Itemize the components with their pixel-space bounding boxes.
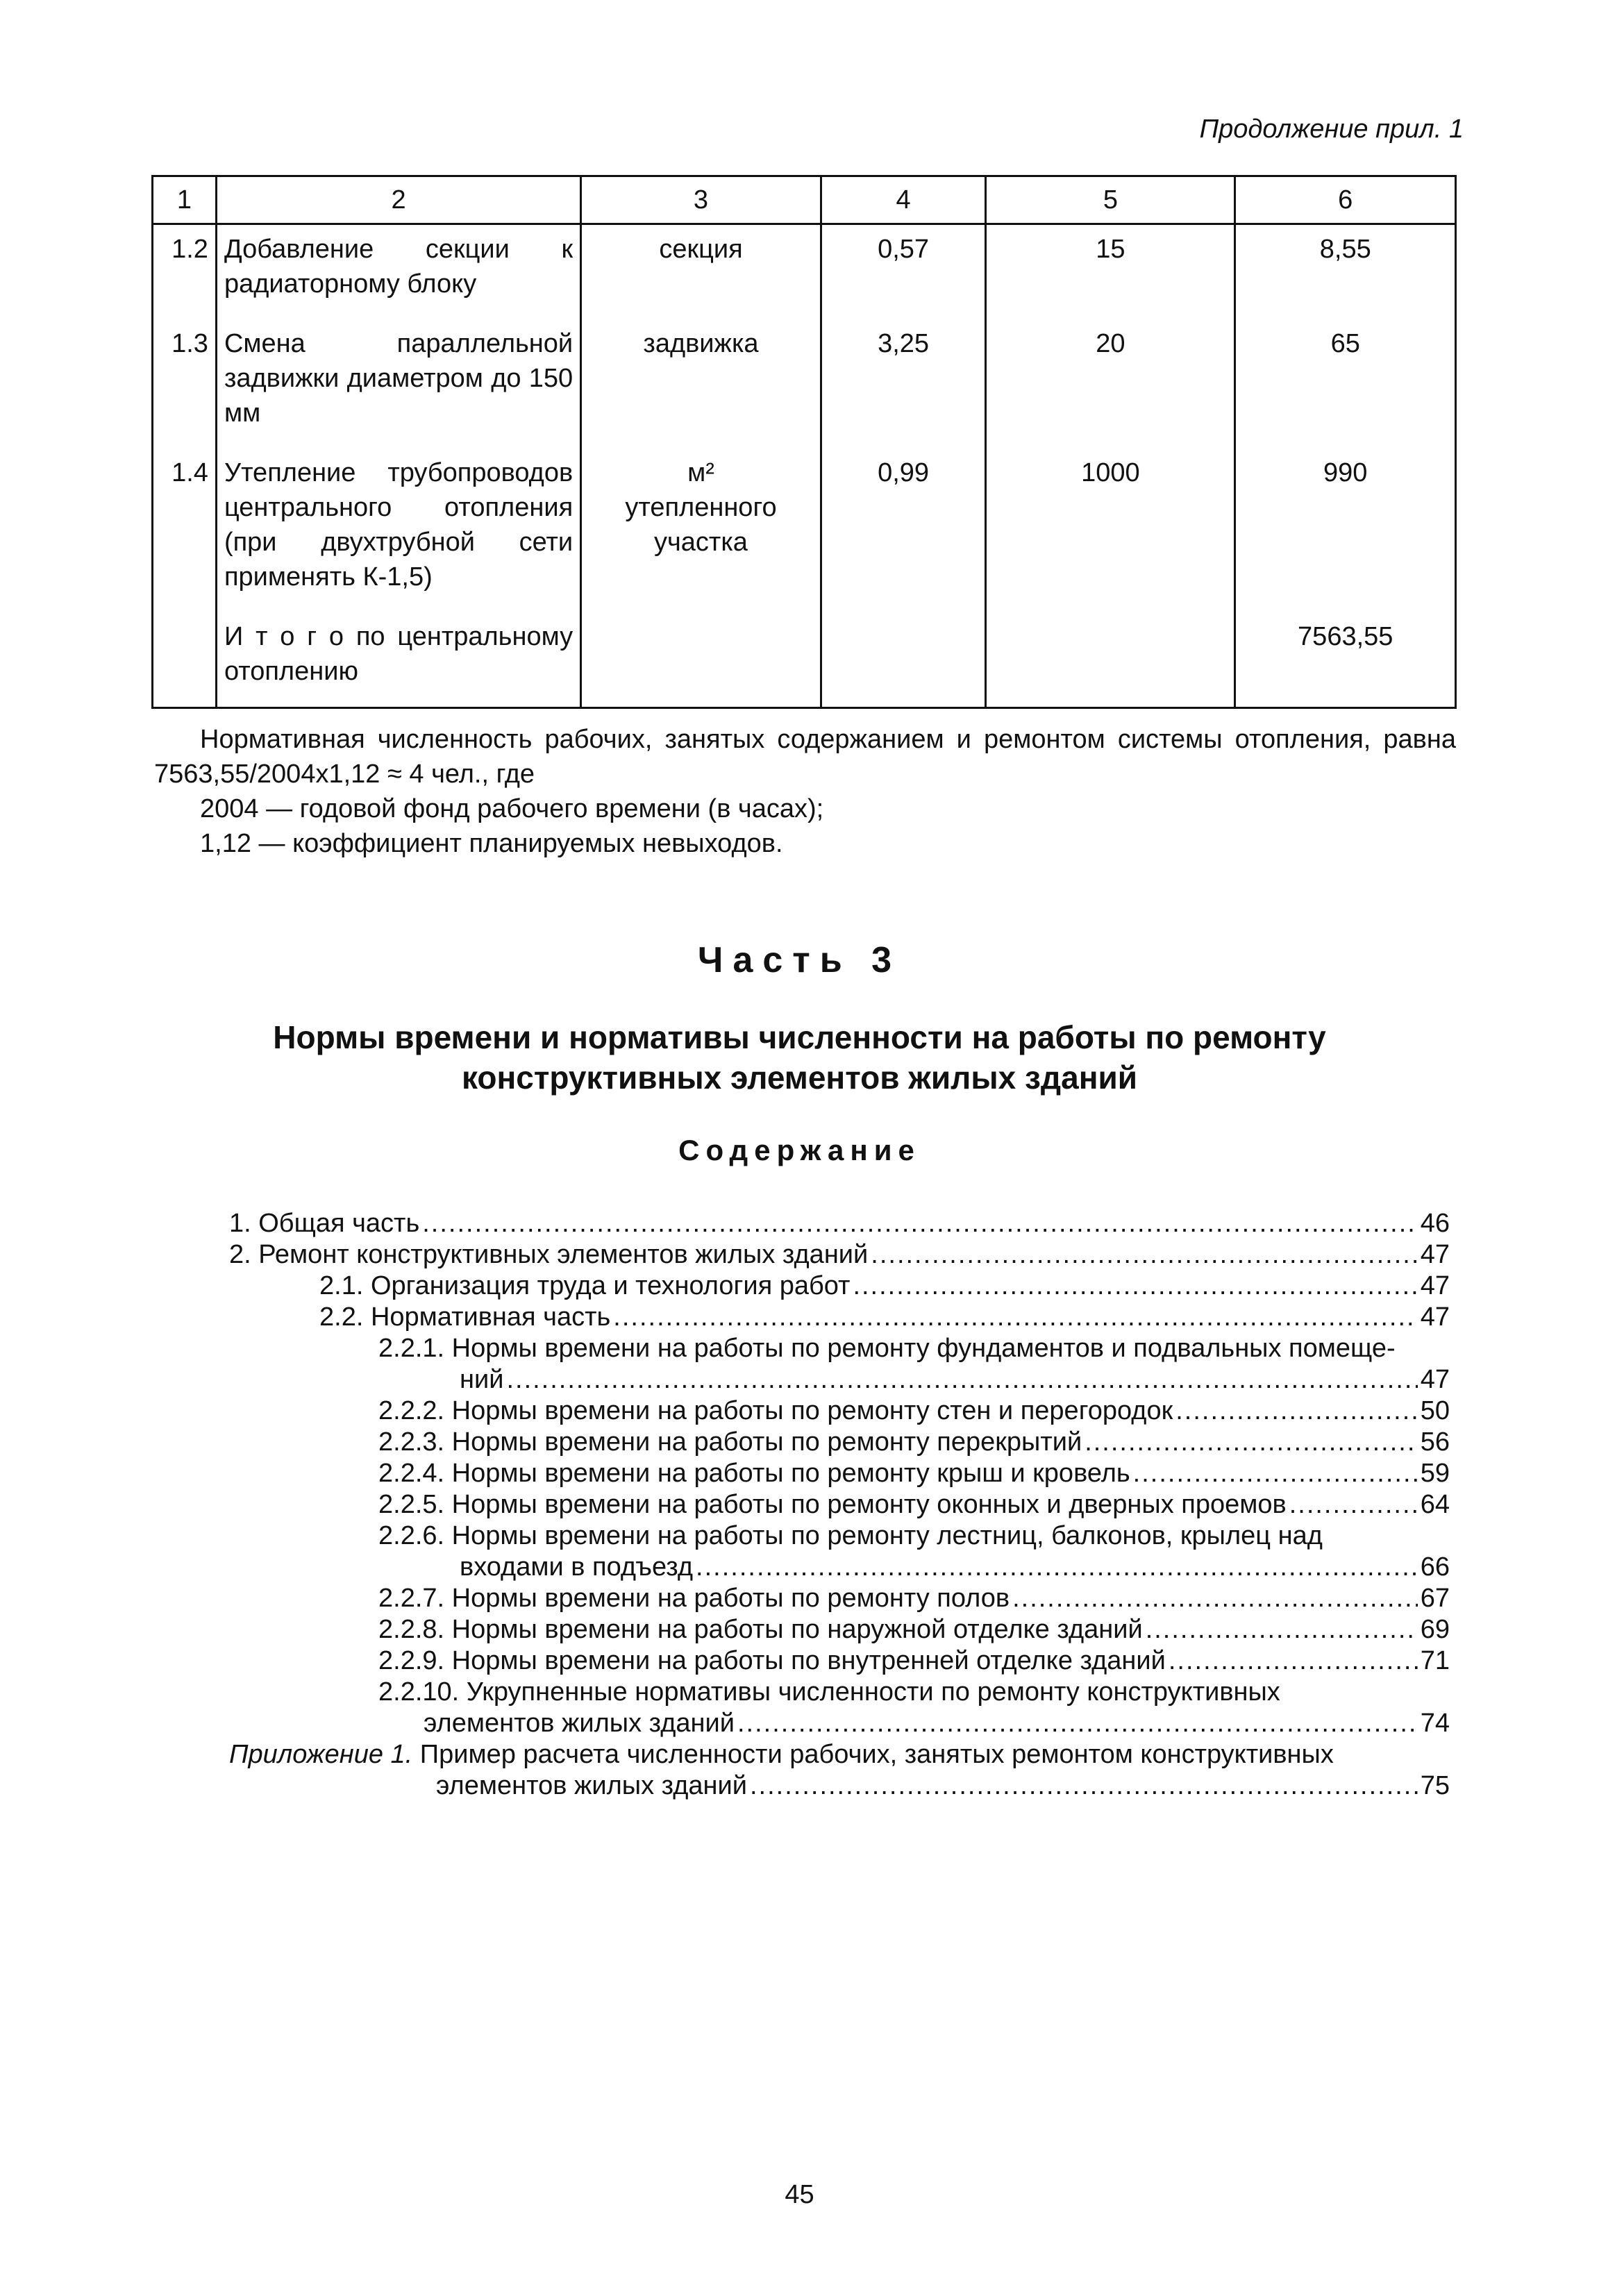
- toc-item-label: 2.2.7. Нормы времени на работы по ремонту полов: [378, 1584, 1010, 1613]
- header-cell: 6: [1235, 176, 1456, 224]
- toc-item-page: 47: [1420, 1365, 1450, 1394]
- toc-leader: [871, 1239, 1417, 1271]
- toc-leader: [1175, 1396, 1418, 1427]
- toc-item-line: 2.2.10. Укрупненные нормативы численности по ремонту конструктивных: [378, 1677, 1280, 1707]
- toc-item[interactable]: [229, 1208, 1450, 1239]
- total-hours: 990: [1235, 449, 1456, 612]
- toc-item[interactable]: [424, 1708, 1450, 1739]
- time-norm: 0,99: [821, 449, 986, 612]
- toc-leader: [737, 1708, 1418, 1739]
- toc-item[interactable]: [378, 1458, 1450, 1489]
- unit-line: участка: [654, 528, 748, 557]
- toc-leader: [750, 1770, 1418, 1802]
- toc-item-label: 2.1. Организация труда и технология работ: [319, 1271, 851, 1300]
- toc-item[interactable]: [460, 1364, 1450, 1396]
- toc-item-label: 2.2.9. Нормы времени на работы по внутренней отделке зданий: [378, 1646, 1166, 1675]
- toc-item-page: 66: [1420, 1552, 1450, 1582]
- toc-leader: [1133, 1458, 1418, 1489]
- toc-item[interactable]: [378, 1614, 1450, 1645]
- work-name: Смена параллельной задвижки диаметром до 150 мм: [216, 319, 580, 449]
- unit-line: м²: [687, 458, 714, 487]
- row-number: 1.4: [153, 449, 217, 612]
- toc-leader: [696, 1552, 1418, 1583]
- header-cell: 3: [581, 176, 821, 224]
- table-row: [153, 449, 1456, 612]
- toc-item[interactable]: [378, 1489, 1450, 1520]
- toc-item-page: 64: [1420, 1490, 1450, 1519]
- toc-item-page: 47: [1420, 1271, 1450, 1300]
- toc-item[interactable]: [378, 1583, 1450, 1614]
- unit: задвижка: [581, 319, 821, 449]
- table-header-row: [153, 176, 1456, 224]
- toc-item-page: 74: [1420, 1709, 1450, 1738]
- quantity: 15: [986, 224, 1235, 320]
- toc-item-page: 75: [1420, 1771, 1450, 1800]
- toc-item-page: 71: [1420, 1646, 1450, 1675]
- toc-item-label: 2.2.4. Нормы времени на работы по ремонту крыш и кровель: [378, 1459, 1130, 1488]
- toc-leader: [853, 1271, 1417, 1302]
- quantity: 1000: [986, 449, 1235, 612]
- total-label: И т о г о: [224, 622, 344, 651]
- toc-item-page: 47: [1420, 1302, 1450, 1332]
- page-number: 45: [785, 2180, 814, 2209]
- toc-leader: [422, 1208, 1417, 1239]
- toc-item-label: Пример расчета численности рабочих, занятых ремонтом конструктивных: [412, 1740, 1334, 1769]
- part-title: Часть 3: [697, 940, 902, 980]
- header-cell: 5: [986, 176, 1235, 224]
- section-title-line: Нормы времени и нормативы численности на работы по ремонту: [273, 1019, 1326, 1055]
- time-norm: [821, 612, 986, 708]
- toc-leader: [613, 1302, 1417, 1333]
- row-number: 1.2: [153, 224, 217, 320]
- toc-item[interactable]: [378, 1645, 1450, 1677]
- toc-item-label: 1. Общая часть: [229, 1209, 420, 1238]
- quantity: 20: [986, 319, 1235, 449]
- unit: [581, 612, 821, 708]
- time-norm: 0,57: [821, 224, 986, 320]
- total-hours: 7563,55: [1235, 612, 1456, 708]
- toc-item-page: 69: [1420, 1615, 1450, 1644]
- toc-item[interactable]: [378, 1396, 1450, 1427]
- toc-item-line: 2.2.1. Нормы времени на работы по ремонту фундаментов и подвальных помеще-: [378, 1334, 1396, 1363]
- total-label-rest: по центральному отоплению: [224, 622, 574, 686]
- toc-item-label: 2.2. Нормативная часть: [319, 1302, 611, 1332]
- toc-item-line: 2.2.6. Нормы времени на работы по ремонту лестниц, балконов, крылец над: [378, 1521, 1323, 1550]
- toc-item-label: ний: [460, 1365, 504, 1394]
- unit-line: утепленного: [625, 493, 777, 522]
- total-hours: 65: [1235, 319, 1456, 449]
- toc-item-label: входами в подъезд: [460, 1552, 694, 1582]
- header-cell: 2: [216, 176, 580, 224]
- toc-item[interactable]: [229, 1239, 1450, 1271]
- toc-item[interactable]: [378, 1427, 1450, 1458]
- header-cell: 1: [153, 176, 217, 224]
- toc-item[interactable]: [319, 1271, 1450, 1302]
- toc-leader: [1012, 1583, 1418, 1614]
- calculation-paragraph: [154, 722, 1456, 861]
- norms-table: [151, 175, 1457, 709]
- table-row: [153, 319, 1456, 449]
- row-number: [153, 612, 217, 708]
- work-name: Добавление секции к радиаторному блоку: [216, 224, 580, 320]
- toc-leader: [1289, 1489, 1418, 1520]
- toc-item-label: 2.2.8. Нормы времени на работы по наружной отделке зданий: [378, 1615, 1143, 1644]
- toc-item-page: 56: [1420, 1427, 1450, 1457]
- toc-leader: [506, 1364, 1417, 1396]
- toc-item-page: 50: [1420, 1396, 1450, 1425]
- toc-title: Содержание: [678, 1134, 921, 1166]
- paragraph-line: 1,12 — коэффициент планируемых невыходов.: [200, 829, 783, 858]
- toc-item-label: 2. Ремонт конструктивных элементов жилых зданий: [229, 1240, 869, 1269]
- row-number: 1.3: [153, 319, 217, 449]
- unit: секция: [581, 224, 821, 320]
- appendix-label: Приложение 1.: [229, 1740, 413, 1769]
- toc-item-page: 46: [1420, 1209, 1450, 1238]
- toc-item[interactable]: [436, 1770, 1450, 1802]
- toc-item-page: 67: [1420, 1584, 1450, 1613]
- work-name: [216, 612, 580, 708]
- paragraph-line: 2004 — годовой фонд рабочего времени (в часах);: [200, 794, 824, 823]
- toc-item-label: элементов жилых зданий: [424, 1709, 735, 1738]
- continuation-label: Продолжение прил. 1: [1199, 115, 1464, 144]
- toc-item-line: [229, 1739, 1334, 1770]
- toc-item-page: 59: [1420, 1459, 1450, 1488]
- unit: [581, 449, 821, 612]
- toc-leader: [1169, 1645, 1418, 1677]
- header-cell: 4: [821, 176, 986, 224]
- paragraph-line: Нормативная численность рабочих, занятых содержанием и ремонтом системы отопления, равна 7563,55/2004х1,12 ≈ 4 чел., где: [154, 725, 1456, 789]
- table-row: [153, 224, 1456, 320]
- toc-item[interactable]: [460, 1552, 1450, 1583]
- time-norm: 3,25: [821, 319, 986, 449]
- toc-item-label: элементов жилых зданий: [436, 1771, 747, 1800]
- quantity: [986, 612, 1235, 708]
- section-title-line: конструктивных элементов жилых зданий: [461, 1059, 1138, 1096]
- table-total-row: [153, 612, 1456, 708]
- total-hours: 8,55: [1235, 224, 1456, 320]
- toc-item-label: 2.2.5. Нормы времени на работы по ремонту оконных и дверных проемов: [378, 1490, 1287, 1519]
- toc-item-label: 2.2.3. Нормы времени на работы по ремонту перекрытий: [378, 1427, 1082, 1457]
- work-name: Утепление трубопроводов центрального отопления (при двухтрубной сети применять К-1,5): [216, 449, 580, 612]
- toc-leader: [1146, 1614, 1418, 1645]
- toc-item-page: 47: [1420, 1240, 1450, 1269]
- toc-item[interactable]: [319, 1302, 1450, 1333]
- toc-leader: [1085, 1427, 1418, 1458]
- toc-item-label: 2.2.2. Нормы времени на работы по ремонту стен и перегородок: [378, 1396, 1173, 1425]
- section-title: [0, 1017, 1599, 1098]
